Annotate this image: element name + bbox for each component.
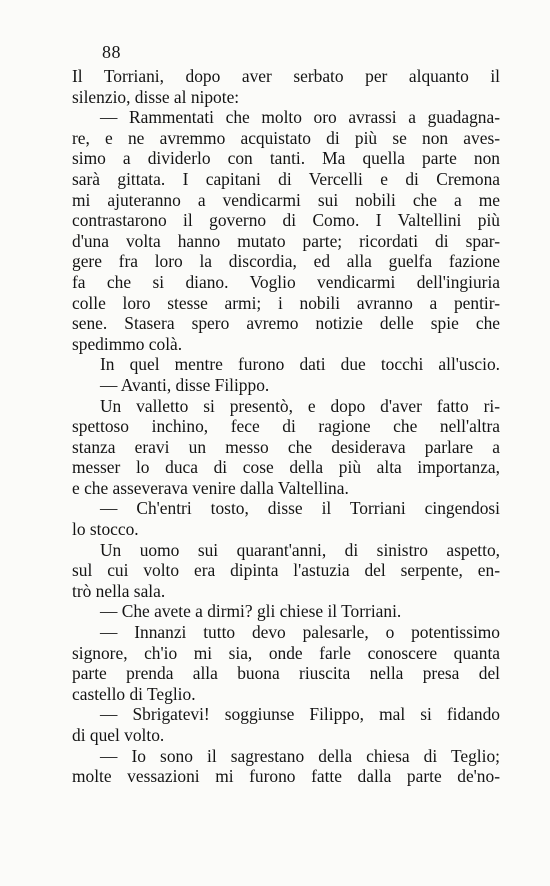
text-line: — Sbrigatevi! soggiunse Filippo, mal si fidando <box>100 704 500 725</box>
text-line: contrastarono il governo di Como. I Valtellini più <box>72 210 500 231</box>
text-line: mi ajuteranno a vendicarmi sui nobili che a me <box>72 189 500 210</box>
text-line: — Avanti, disse Filippo. <box>100 374 270 395</box>
text-line: sarà gittata. I capitani di Vercelli e di Cremona <box>72 168 500 189</box>
text-line: messer lo duca di cose della più alta importanza, <box>72 457 500 478</box>
text-line: — Innanzi tutto devo palesarle, o potentissimo <box>100 622 500 643</box>
text-line: colle loro stesse armi; i nobili avranno a pentir- <box>72 292 500 313</box>
text-line: spettoso inchino, fece di ragione che nell'altra <box>72 416 500 437</box>
text-line: molte vessazioni mi furono fatte dalla parte de'no- <box>72 766 500 787</box>
body-text <box>72 66 500 787</box>
text-line: — Ch'entri tosto, disse il Torriani cingendosi <box>100 498 500 519</box>
text-line: re, e ne avremmo acquistato di più se non aves- <box>72 127 500 148</box>
text-line: di quel volto. <box>72 725 165 745</box>
text-line: Un uomo sui quarant'anni, di sinistro aspetto, <box>100 539 500 560</box>
text-line: Un valletto si presentò, e dopo d'aver fatto ri- <box>100 395 500 416</box>
text-line: sene. Stasera spero avremo notizie delle spie che <box>72 313 500 334</box>
text-line: sul cui volto era dipinta l'astuzia del serpente, en- <box>72 560 500 581</box>
text-line: parte prenda alla buona riuscita nella presa del <box>72 663 500 684</box>
text-line: gere fra loro la discordia, ed alla guelfa fazione <box>72 251 500 272</box>
text-line: spedimmo colà. <box>72 333 183 354</box>
text-line: castello di Teglio. <box>72 683 196 704</box>
text-line: lo stocco. <box>72 519 139 540</box>
text-line: e che asseverava venire dalla Valtellina. <box>72 477 349 498</box>
text-line: signore, ch'io mi sia, onde farle conoscere quanta <box>72 642 500 663</box>
text-line: — Che avete a dirmi? gli chiese il Torriani. <box>100 601 402 622</box>
page-number: 88 <box>102 42 121 62</box>
text-line: silenzio, disse al nipote: <box>72 86 240 107</box>
text-line: d'una volta hanno mutato parte; ricordati di spar- <box>72 230 500 251</box>
text-line: simo a dividerlo con tanti. Ma quella parte non <box>72 148 500 169</box>
text-line: stanza eravi un messo che desiderava parlare a <box>72 436 500 457</box>
text-line: In quel mentre furono dati due tocchi all'uscio. <box>100 354 500 375</box>
text-line: trò nella sala. <box>72 580 166 601</box>
text-line: Il Torriani, dopo aver serbato per alquanto il <box>72 66 500 86</box>
text-line: fa che si diano. Voglio vendicarmi dell'ingiuria <box>72 271 500 292</box>
text-line: — Io sono il sagrestano della chiesa di Teglio; <box>100 745 500 766</box>
text-line: — Rammentati che molto oro avrassi a guadagna- <box>100 107 500 128</box>
